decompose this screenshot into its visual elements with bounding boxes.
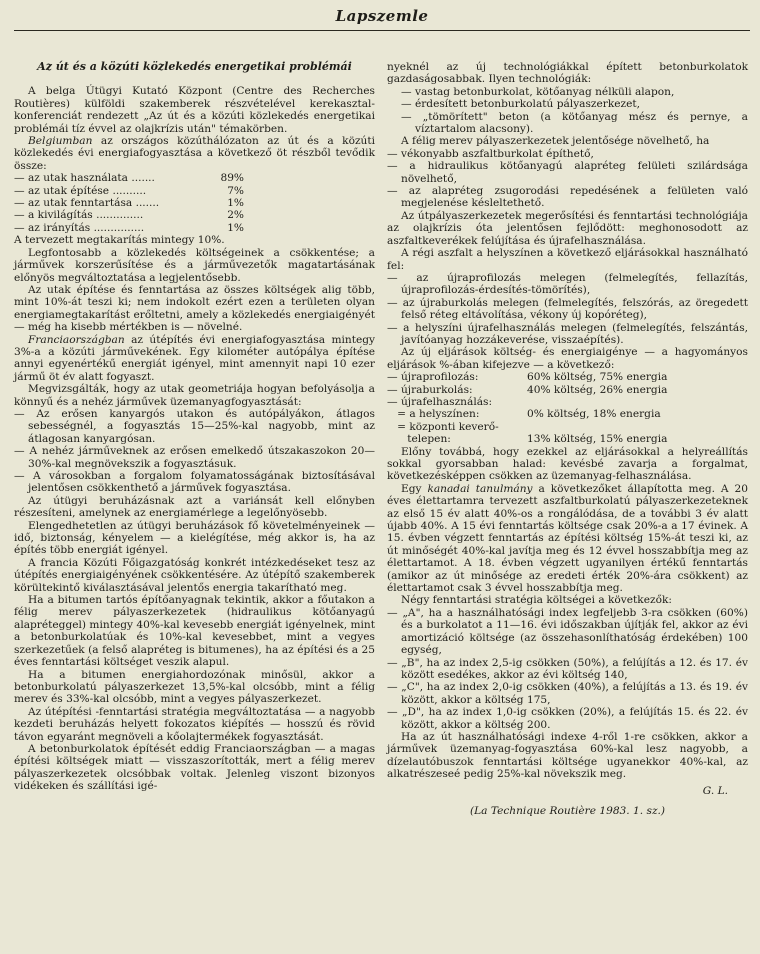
- cost-label: = a helyszínen:: [387, 408, 480, 421]
- paragraph: A betonburkolatok építését eddig Franciaországban — a magas építési költségek miatt — visszaszorították, mert a félig merev pályaszerkezetek olcsóbbak voltak. Jelenleg viszont bizonyos vidékeken és szállítási igé-: [14, 742, 375, 793]
- paragraph: Ha az út használhatósági indexe 4-ről 1-re csökken, akkor a járművek üzemanyag-fogyasztása 60%-kal lesz nagyobb, a dízelautóbuszok fenntartási költsége ugyanekkor 40%-kal, az alkatrészeseé pedig 25%-kal növekszik meg.: [387, 730, 748, 781]
- paragraph: [14, 334, 375, 384]
- paragraph: Az utak építése és fenntartása az összes költségek alig több, mint 10%-át teszi ki; nem indokolt ezért ezen a területen olyan energiamegtakarítást erőltetni, amely a közlekedés energiaigényét — még ha kisebb mértékben is — növelné.: [14, 283, 375, 334]
- share-row: [14, 185, 375, 197]
- cost-table: [387, 371, 748, 445]
- share-row: [14, 222, 375, 234]
- paragraph: Ha a bitumen energiahordozónak minősül, akkor a betonburkolatú pályaszerkezet 13,5%-kal olcsóbb, mint a félig merev és 33%-kal olcsóbb, mint a vegyes pályaszerkezet.: [14, 668, 375, 706]
- list-item: — vastag betonburkolat, kötőanyag nélküli alapon,: [401, 85, 675, 98]
- paragraph: Ha a bitumen tartós építőanyagnak tekintik, akkor a főutakon a félig merev pályaszerkezetek (hidraulikus kötőanyagú alapréteggel) mintegy 40%-kal kevesebb energiát igényelnek, mint a betonburkolatúak és 10%-kal kevesebbet, mint a vegyes szerkezetűek (a felső alapréteg is bitumenes), ha az építési és a 25 éves fenntartási költséget veszik alapul.: [14, 594, 375, 669]
- cost-value: 13% költség, 15% energia: [527, 433, 668, 446]
- list-item: — az újraprofilozás melegen (felmelegítés, fellazítás, újraprofilozás-érdesítés-tömörítés),: [387, 271, 748, 297]
- cost-label: — újrafelhasználás:: [387, 395, 493, 408]
- paragraph: Legfontosabb a közlekedés költségeinek a csökkentése; a járművek korszerűsítése és a járművezetők magatartásának előnyös megváltoztatása a legjelentősebb.: [14, 246, 375, 284]
- cost-value: 60% költség, 75% energia: [527, 371, 668, 384]
- cost-value: 40% költség, 26% energia: [527, 383, 668, 396]
- right-column: [387, 61, 748, 817]
- list-item: — „D", ha az index 1,0-ig csökken (20%), a felújítás 15. és 22. év között, akkor a költség 200.: [387, 706, 748, 731]
- paragraph: Elengedhetetlen az útügyi beruházások fő követelményeinek — idő, biztonság, kényelem — a kielégítése, még akkor is, ha az építés több energiát igényel.: [14, 519, 375, 557]
- list-item: — „tömörített" beton (a kötőanyag mész és pernye, a víztartalom alacsony).: [401, 110, 748, 136]
- cost-label: — újraburkolás:: [387, 383, 473, 396]
- list-item: — „C", ha az index 2,0-ig csökken (40%), a felújítás a 13. és 19. év között, akkor a költség 175,: [387, 681, 748, 706]
- paragraph: Előny továbbá, hogy ezekkel az eljárásokkal a helyreállítás sokkal gyorsabban halad: kevésbé zavarja a forgalmat, következésképpen csökken az üzemanyag-felhasználása.: [387, 445, 748, 483]
- paragraph: [387, 483, 748, 595]
- paragraph: Az útépítési -fenntartási stratégia megváltoztatása — a nagyobb kezdeti beruházás helyett fokozatos kiépítés — hosszú és rövid távon egyaránt megnöveli a kőolajtermékek fogyasztását.: [14, 705, 375, 743]
- paragraph: A tervezett megtakarítás mintegy 10%.: [14, 234, 225, 247]
- paragraph: Megvizsgálták, hogy az utak geometriája hogyan befolyásolja a könnyű és a nehéz járművek üzemanyagfogyasztását:: [14, 383, 375, 408]
- paragraph: A félig merev pályaszerkezetek jelentősége növelhető, ha: [401, 135, 710, 148]
- share-label: — az utak építése ..........: [14, 184, 147, 197]
- cost-row: [387, 433, 748, 445]
- share-label: — az irányítás ...............: [14, 221, 145, 234]
- emphasis: Belgiumban: [28, 135, 93, 148]
- list-item: — A nehéz járműveknek az erősen emelkedő útszakaszokon 20—30%-kal megnövekszik a fogyasztásuk.: [14, 445, 375, 470]
- paragraph: nyeknél az új technológiákkal épített betonburkolatok gazdaságosabbak. Ilyen technológiák:: [387, 61, 748, 86]
- list-item: — vékonyabb aszfaltburkolat építhető,: [387, 147, 594, 160]
- cost-value: 0% költség, 18% energia: [527, 408, 661, 421]
- share-label: — az utak használata .......: [14, 172, 155, 185]
- paragraph: A régi aszfalt a helyszínen a következő eljárásokkal használható fel:: [387, 247, 748, 272]
- list-item: — az újraburkolás melegen (felmelegítés, felszórás, az öregedett felső réteg eltávolítása, vékony új kopóréteg),: [387, 296, 748, 322]
- paragraph: A belga Útügyi Kutató Központ (Centre des Recherches Routières) külföldi szakemberek részvételével kerekasztal-konferenciát rendezett „Az út és a közúti közlekedés energetikai problémái tíz évvel az olajkrízis után" témakörben.: [14, 85, 375, 135]
- list-item: — érdesített betonburkolatú pályaszerkezet,: [401, 98, 641, 111]
- cost-label: — újraprofilozás:: [387, 371, 479, 384]
- share-value: 1%: [227, 197, 244, 210]
- share-row: [14, 197, 375, 209]
- cost-value: [527, 421, 748, 433]
- cost-row: [387, 371, 748, 383]
- list-item: — a helyszíni újrafelhasználás melegen (felmelegítés, felszántás, javítóanyag hozzákeverése, visszaépítés).: [387, 321, 748, 346]
- share-table: [14, 172, 375, 234]
- cost-row: [387, 421, 748, 433]
- list-item: — A városokban a forgalom folyamatosságának biztosításával jelentősen csökkenthető a járművek fogyasztása.: [14, 470, 375, 495]
- emphasis: kanadai tanulmány: [427, 482, 533, 495]
- paragraph-text: a következőket állapította meg. A 20 éves élettartamra tervezett aszfaltburkolatú pályaszerkezeteknek az első 15 év alatt 40%-os a rongálódása, de a további 3 év alatt újabb 40%. A 15 évi fenntartás költsége csak 20%-a a 17 évinek. A 15. évben végzett fenntartás az építési költség 15%-át teszi ki, az út minőségét 40%-kal javítja meg és 12 évvel hosszabbítja meg az élettartamot. A 18. évben végzett ugyanilyen értékű fenntartás (amikor az út minősége az eredeti érték 20%-ára csökkent) az élettartamot csak 3 évvel hosszabbítja meg.: [387, 482, 748, 595]
- list-item: — a hidraulikus kötőanyagú alapréteg felületi szilárdsága növelhető,: [387, 160, 748, 185]
- cost-row: [387, 408, 748, 420]
- paragraph: A francia Közúti Főigazgatóság konkrét intézkedéseket tesz az útépítés energiaigényének csökkentésére. Az útépítő szakemberek körültekintő kiválasztásával jelentős energia takarítható meg.: [14, 556, 375, 594]
- cost-row: [387, 396, 748, 408]
- article-title: Az út és a közúti közlekedés energetikai problémái: [37, 60, 352, 73]
- paragraph: Négy fenntartási stratégia költségei a következők:: [401, 594, 672, 607]
- paragraph-text: az országos közúthálózaton az út és a közúti közlekedés évi energiafogyasztása a következő öt részből tevődik össze:: [14, 135, 375, 172]
- list-item: — „A", ha a használhatósági index legfeljebb 3-ra csökken (60%) és a burkolatot a 11—16. évi időszakban újítják fel, akkor az évi amortizáció költsége (az összehasonlíthatóság érdekében) 100 egység,: [387, 606, 748, 657]
- source-citation: (La Technique Routière 1983. 1. sz.): [469, 804, 666, 817]
- share-value: 89%: [220, 172, 244, 185]
- share-value: 1%: [227, 221, 244, 234]
- cost-label: telepen:: [387, 433, 451, 446]
- cost-label: = központi keverő-: [387, 420, 499, 433]
- paragraph: Az új eljárások költség- és energiaigénye — a hagyományos eljárások %-ában kifejezve — a következő:: [387, 346, 748, 371]
- paragraph: [14, 135, 375, 172]
- share-row: [14, 209, 375, 221]
- paragraph: Az útpályaszerkezetek megerősítési és fenntartási technológiája az olajkrízis óta jelentősen fejlődött: meghonosodott az aszfaltkeverékek felújítása és újrafelhasználása.: [387, 209, 748, 247]
- paragraph: Az útügyi beruházásnak azt a variánsát kell előnyben részesíteni, amelynek az energiamérlege a legelőnyösebb.: [14, 494, 375, 520]
- author-signature: G. L.: [702, 784, 728, 797]
- paragraph-text: Egy: [401, 482, 428, 495]
- list-item: — Az erősen kanyargós utakon és autópályákon, átlagos sebességnél, a fogyasztás 15—25%-kal nagyobb, mint az átlagosan kanyargósan.: [14, 407, 375, 445]
- list-item: — az alapréteg zsugorodási repedésének a felületen való megjelenése késleltethető.: [387, 185, 748, 210]
- share-label: — az utak fenntartása .......: [14, 197, 160, 210]
- left-column: [14, 61, 375, 817]
- share-value: 2%: [227, 209, 244, 222]
- emphasis: Franciaországban: [28, 333, 125, 346]
- cost-row: [387, 384, 748, 396]
- cost-value: [527, 396, 748, 408]
- list-item: — „B", ha az index 2,5-ig csökken (50%), a felújítás a 12. és 17. év között esedékes, akkor az évi költség 140,: [387, 656, 748, 681]
- share-label: — a kivilágítás ..............: [14, 209, 144, 222]
- article-columns: [14, 61, 750, 817]
- header-rule: [14, 30, 750, 31]
- paragraph-text: az útépítés évi energiafogyasztása mintegy 3%-a a közúti járművekének. Egy kilométer autópálya építése annyi egyenértékű energiát igényel, mint amennyit napi 10 ezer jármű öt év alatt fogyaszt.: [14, 333, 375, 383]
- share-row: [14, 172, 375, 184]
- share-value: 7%: [227, 184, 244, 197]
- section-header: Lapszemle: [335, 7, 429, 25]
